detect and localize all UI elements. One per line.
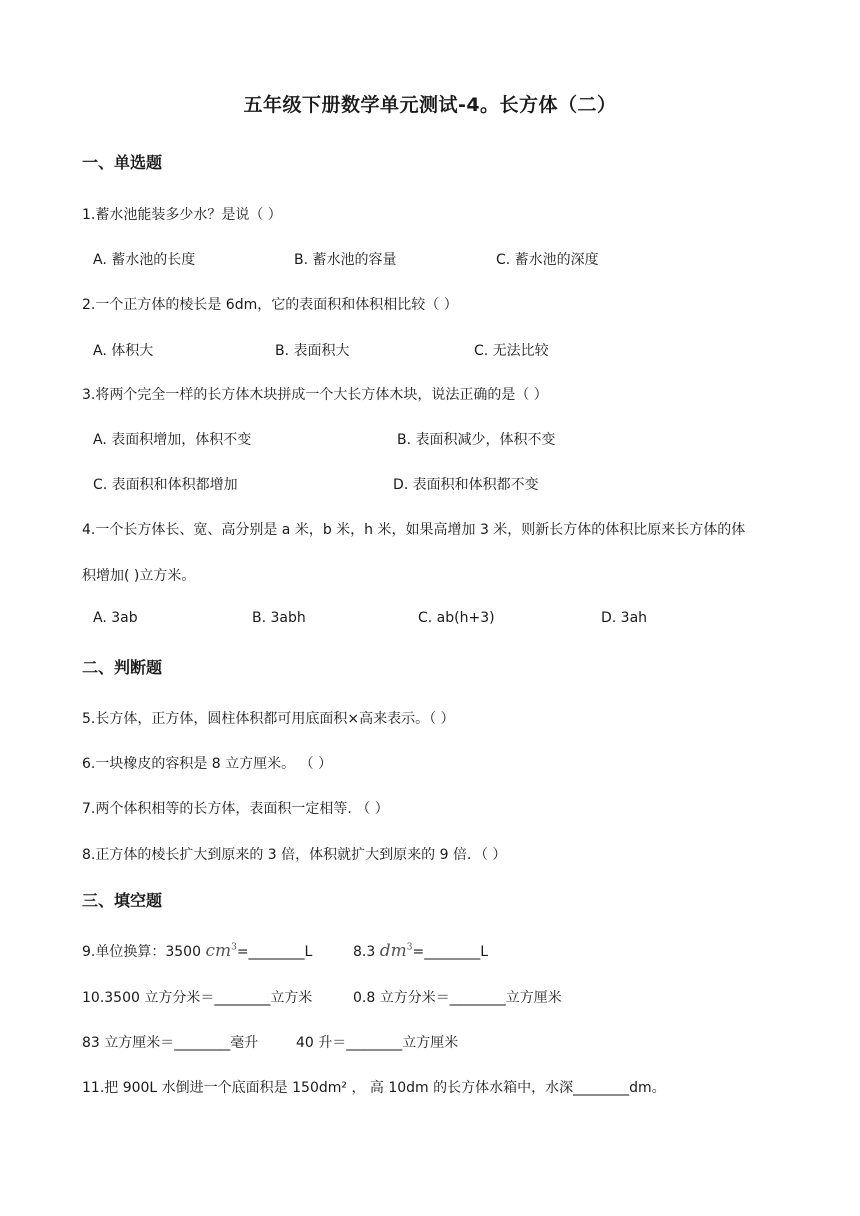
question-5: 5.长方体，正方体，圆柱体积都可用底面积×高来表示。（ ） (82, 711, 455, 727)
section-heading-fill-in: 三、填空题 (82, 891, 163, 910)
q9-unit-cm: $cm^3$ (205, 941, 237, 961)
question-1: 1.蓄水池能装多少水？是说（ ） (82, 207, 282, 223)
question-4-line-2: 积增加( )立方米。 (82, 568, 196, 584)
question-6: 6.一块橡皮的容积是 8 立方厘米。 （ ） (82, 756, 333, 772)
q4-option-b: B. 3abh (252, 610, 306, 626)
question-10-a: 10.3500 立方分米＝________立方米 (82, 990, 313, 1006)
question-9 (82, 941, 312, 961)
q9-blank-2: =________L (412, 944, 488, 960)
question-4-line-1: 4.一个长方体长、宽、高分别是 a 米，b 米，h 米，如果高增加 3 米，则新长方体的体积比原来长方体的体 (82, 522, 746, 538)
q9-unit-dm: $dm^3$ (379, 941, 413, 961)
question-8: 8.正方体的棱长扩大到原来的 3 倍，体积就扩大到原来的 9 倍．（ ） (82, 847, 507, 863)
q2-option-a: A. 体积大 (93, 343, 154, 359)
section-heading-true-false: 二、判断题 (82, 658, 163, 677)
question-7: 7.两个体积相等的长方体，表面积一定相等. （ ） (82, 801, 389, 817)
q4-option-c: C. ab(h+3) (418, 610, 495, 626)
q3-option-b: B. 表面积减少，体积不变 (397, 432, 556, 448)
section-heading-single-choice: 一、单选题 (82, 153, 163, 172)
question-10-c: 83 立方厘米＝________毫升 (82, 1035, 259, 1051)
question-3: 3.将两个完全一样的长方体木块拼成一个大长方体木块，说法正确的是（ ） (82, 387, 548, 403)
question-2: 2.一个正方体的棱长是 6dm，它的表面积和体积相比较（ ） (82, 297, 458, 313)
q9-prefix: 9.单位换算：3500 (82, 944, 206, 960)
q9-blank-1: =________L (236, 944, 313, 960)
question-11: 11.把 900L 水倒进一个底面积是 150dm² ， 高 10dm 的长方体水箱中，水深________dm。 (82, 1080, 666, 1096)
q1-option-a: A. 蓄水池的长度 (93, 252, 196, 268)
q2-option-b: B. 表面积大 (275, 343, 350, 359)
q3-option-d: D. 表面积和体积都不变 (393, 477, 539, 493)
question-9-part-2 (353, 941, 488, 961)
q3-option-c: C. 表面积和体积都增加 (93, 477, 238, 493)
q4-option-d: D. 3ah (601, 610, 648, 626)
question-10-d: 40 升＝________立方厘米 (296, 1035, 459, 1051)
q3-option-a: A. 表面积增加，体积不变 (93, 432, 252, 448)
q4-option-a: A. 3ab (93, 610, 138, 626)
q2-option-c: C. 无法比较 (474, 343, 549, 359)
q1-option-b: B. 蓄水池的容量 (294, 252, 397, 268)
page-title: 五年级下册数学单元测试-4。长方体（二） (243, 94, 617, 116)
q1-option-c: C. 蓄水池的深度 (496, 252, 599, 268)
question-10-b: 0.8 立方分米＝________立方厘米 (353, 990, 562, 1006)
q9-part2-prefix: 8.3 (353, 944, 380, 960)
